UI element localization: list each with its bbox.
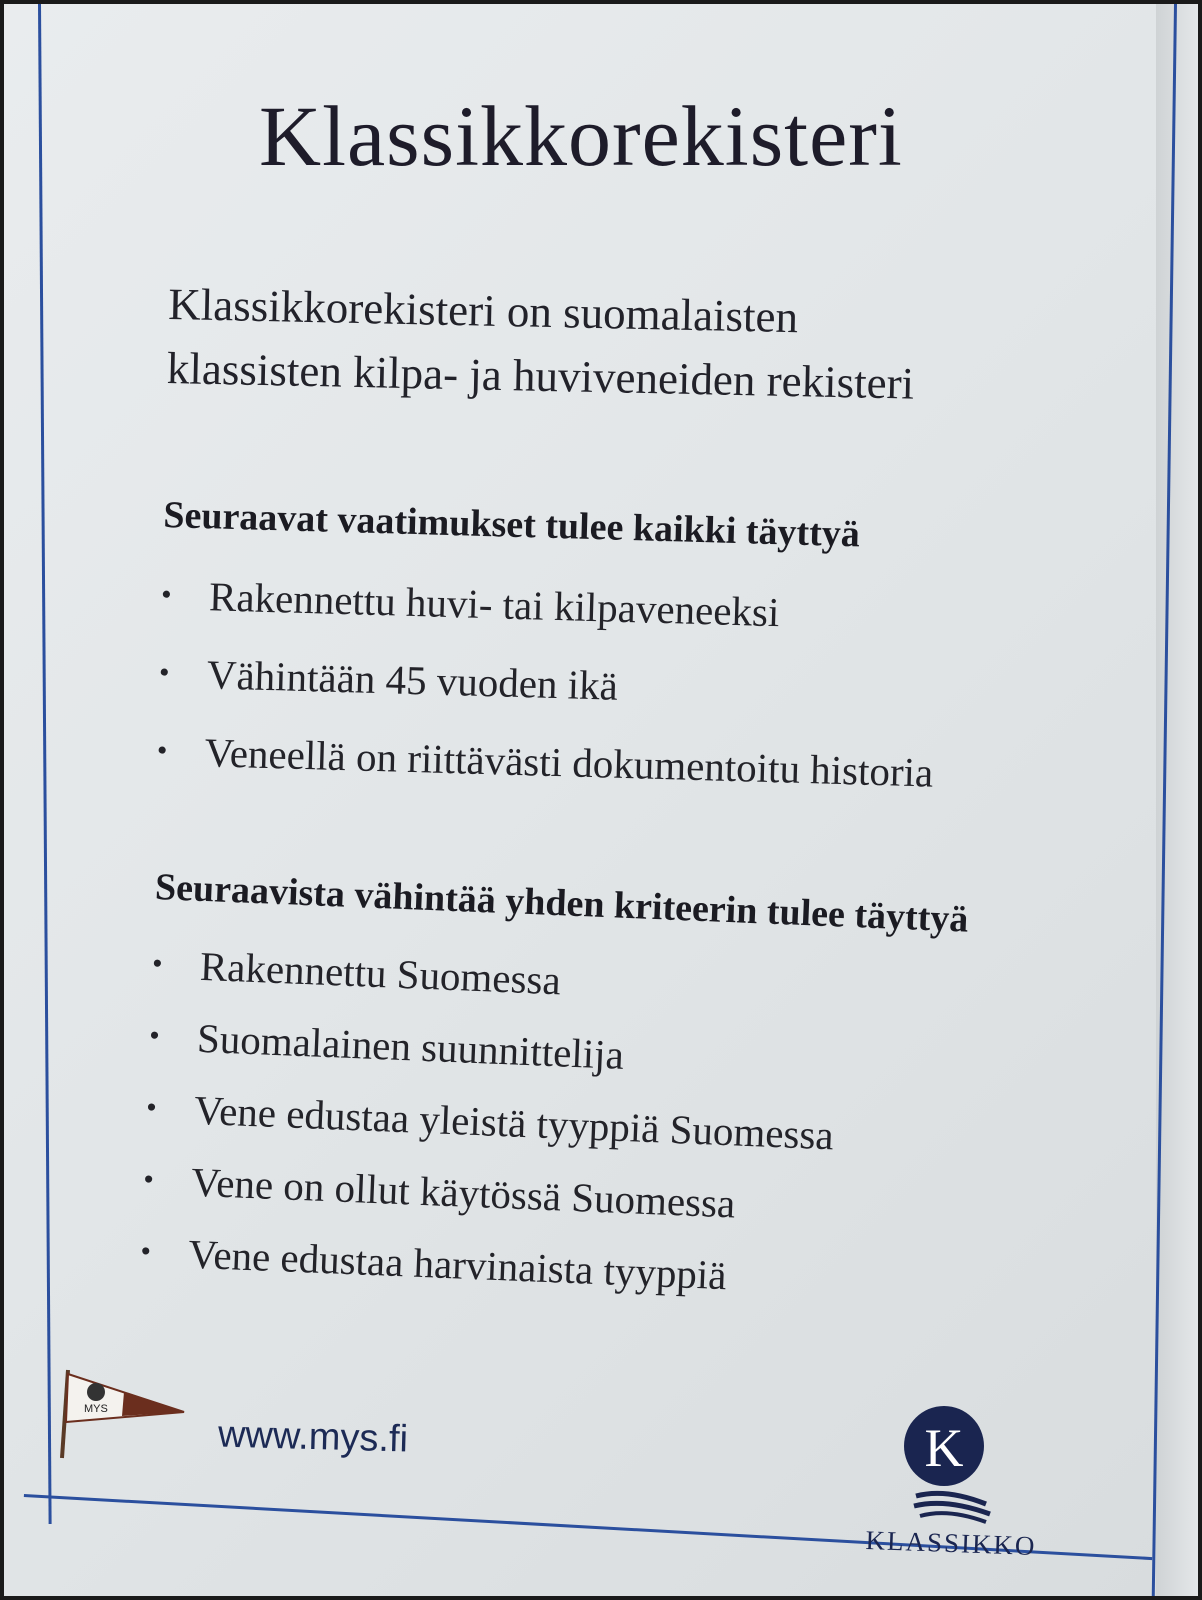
list-item: • Suomalainen suunnittelija — [148, 1000, 1110, 1110]
list-item: • Veneellä on riittävästi dokumentoitu historia — [156, 712, 1118, 817]
bullet-icon: • — [139, 1234, 152, 1269]
bullet-icon: • — [148, 1018, 161, 1053]
poster-photo — [4, 4, 1198, 1596]
bullet-icon: • — [158, 655, 170, 690]
bullet-icon: • — [151, 946, 164, 981]
list-item: • Vene edustaa yleistä tyyppiä Suomessa — [145, 1072, 1107, 1182]
list-item: • Rakennettu Suomessa — [151, 928, 1113, 1038]
intro-line: klassisten kilpa- ja huviveneiden rekisteri — [166, 342, 915, 409]
criteria-heading: Seuraavista vähintää yhden kriteerin tulee täyttyä — [154, 866, 970, 941]
poster — [4, 4, 1198, 1596]
bullet-icon: • — [160, 577, 173, 612]
bullet-icon: • — [145, 1090, 158, 1125]
mys-pennant-icon — [54, 1364, 194, 1464]
criteria-list — [139, 928, 1113, 1326]
requirements-heading: Seuraavat vaatimukset tulee kaikki täyttyä — [162, 494, 861, 556]
requirements-section — [156, 494, 1124, 817]
list-item: • Vene edustaa harvinaista tyyppiä — [139, 1216, 1101, 1326]
klassikko-letter: K — [924, 1418, 964, 1478]
list-item: • Vene on ollut käytössä Suomessa — [142, 1144, 1104, 1254]
list-item: • Vähintään 45 vuoden ikä — [158, 634, 1120, 739]
list-item: • Rakennettu huvi- tai kilpaveneeksi — [160, 556, 1122, 661]
flag-text: MYS — [84, 1403, 108, 1415]
intro-line: Klassikkorekisteri on suomalaisten — [167, 278, 799, 343]
klassikko-logo — [856, 1404, 1046, 1564]
poster-title: Klassikkorekisteri — [259, 88, 903, 184]
bullet-icon: • — [156, 733, 168, 768]
klassikko-mark-icon — [886, 1404, 1016, 1524]
klassikko-name: KLASSIKKO — [865, 1525, 1037, 1561]
website-link[interactable]: www.mys.fi — [217, 1413, 409, 1461]
criteria-section — [139, 866, 1115, 1326]
intro-text — [166, 272, 1148, 420]
requirements-list — [156, 556, 1122, 817]
bullet-icon: • — [142, 1162, 155, 1197]
